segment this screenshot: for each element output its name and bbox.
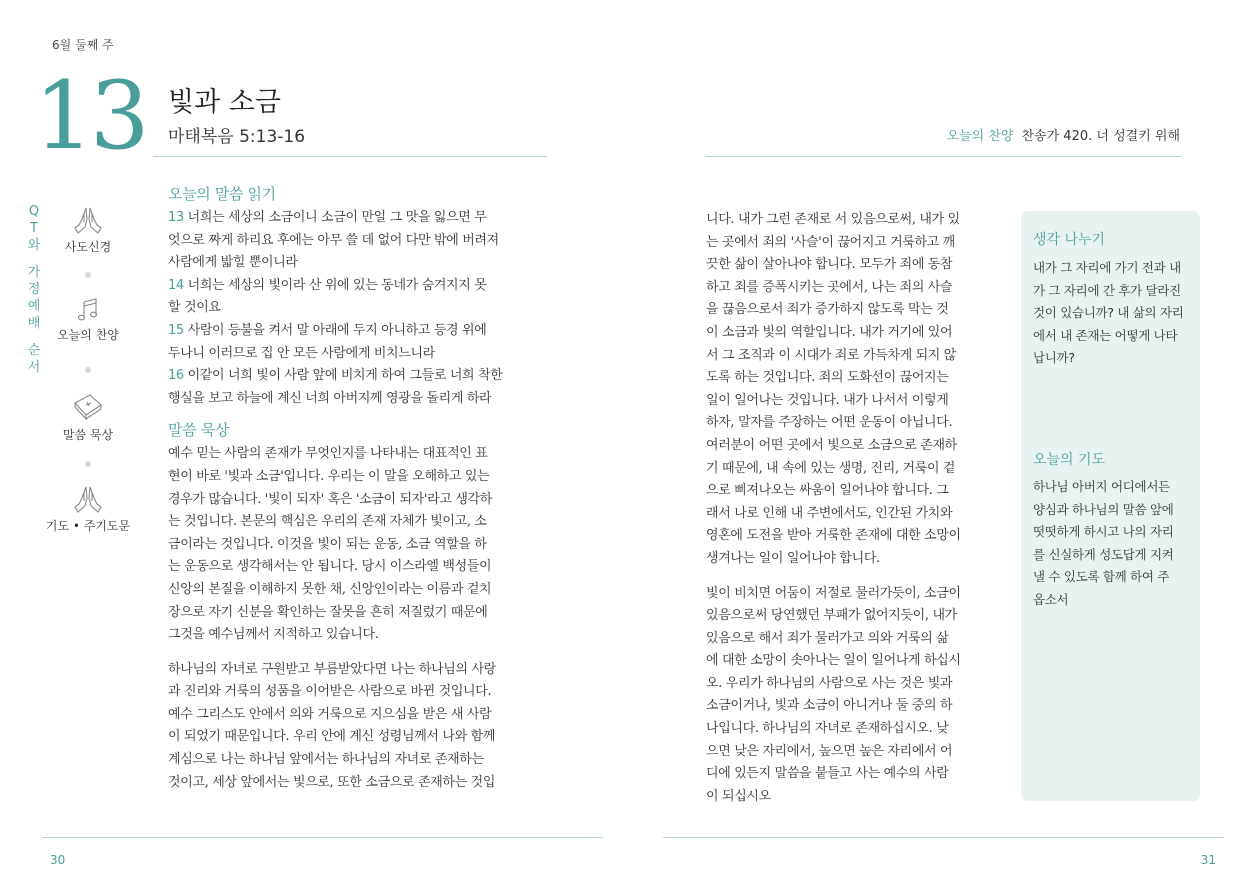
scripture-line	[168, 275, 548, 298]
meditation-line: 생겨나는 일이 일어나야 합니다.	[706, 550, 880, 566]
share-line: 내가 그 자리에 가기 전과 내	[1033, 260, 1181, 275]
meditation-line: 여러분이 어떤 곳에서 빛으로 소금으로 존재하	[706, 437, 957, 453]
meditation-line: 기 때문에, 내 속에 있는 생명, 진리, 거룩이 겉	[706, 460, 956, 476]
nav-today-hymn[interactable]	[33, 297, 143, 343]
header-divider-right	[706, 156, 1181, 157]
vertical-label-char: 서	[27, 360, 41, 375]
verse-number: 16	[168, 368, 184, 384]
header-divider-left	[153, 156, 547, 157]
meditation-line: 현이 바로 '빛과 소금'입니다. 우리는 이 말을 오해하고 있는	[168, 468, 490, 484]
share-line: 것이 있습니까? 내 삶의 자리	[1033, 305, 1184, 320]
meditation-line: 것이고, 세상 앞에서는 빛으로, 또한 소금으로 존재하는 것입	[168, 774, 496, 790]
nav-separator-dot	[85, 367, 91, 373]
meditation-paragraph-4	[706, 583, 996, 809]
nav-separator-dot	[85, 461, 91, 467]
meditation-line: 하나님의 자녀로 구원받고 부름받았다면 나는 하나님의 사랑	[168, 661, 496, 677]
today-hymn	[947, 125, 1180, 144]
nav-label: 오늘의 찬양	[57, 328, 119, 342]
scripture-line	[168, 252, 548, 275]
meditation-line: 끗한 삶이 살아나야 합니다. 모두가 죄에 동참	[706, 257, 953, 273]
meditation-heading: 말씀 묵상	[168, 421, 229, 440]
share-heading: 생각 나누기	[1033, 232, 1106, 248]
meditation-line: 이 소금과 빛의 역할입니다. 내가 거기에 있어	[706, 324, 953, 340]
meditation-line: 금이라는 것입니다. 이것을 빛이 되는 운동, 소금 역할을 하	[168, 536, 487, 552]
prayer-line: 떳떳하게 하시고 나의 자리	[1033, 524, 1174, 539]
footer-divider-left	[42, 837, 603, 838]
meditation-paragraph-1	[168, 443, 548, 646]
meditation-line: 영혼에 도전을 받아 거룩한 존재에 대한 소망이	[706, 528, 961, 544]
prayer-line: 하나님 아버지 어디에서든	[1033, 479, 1170, 494]
share-line: 가 그 자리에 간 후가 달라진	[1033, 282, 1181, 298]
music-note-icon	[74, 297, 102, 323]
verse-text: 너희는 세상의 빛이라 산 위에 있는 동네가 숨겨지지 못	[183, 277, 487, 293]
vertical-label-char: 배	[27, 316, 41, 331]
nav-label: 사도신경	[64, 240, 112, 254]
meditation-line: 예수 그리스도 안에서 의와 거룩으로 지으심을 받은 새 사람	[168, 706, 492, 722]
prayer-line: 옵소서	[1033, 591, 1069, 607]
vertical-label-char: 정	[27, 282, 41, 297]
meditation-line: 계심으로 나는 하나님 앞에서는 하나님의 자녀로 존재하는	[168, 752, 484, 768]
meditation-line: 으면 낮은 자리에서, 높으면 높은 자리에서 어	[706, 743, 953, 759]
meditation-line: 과 진리와 거룩의 성품을 이어받은 사람으로 바뀐 것입니다.	[168, 684, 492, 700]
nav-word-meditation[interactable]	[33, 391, 143, 443]
nav-separator-dot	[85, 272, 91, 278]
scripture-line	[168, 320, 548, 343]
scripture-line	[168, 365, 548, 388]
footer-divider-right	[663, 837, 1224, 838]
verse-number: 13	[168, 210, 184, 225]
praying-hands-icon	[71, 205, 105, 235]
verse-number: 15	[168, 322, 184, 338]
meditation-line: 서 그 조직과 이 시대가 죄로 가득차게 되지 않	[706, 347, 957, 363]
meditation-line: 래서 나로 인해 내 주변에서도, 인간된 가치와	[706, 505, 953, 521]
meditation-line: 하고 죄를 증폭시키는 곳에서, 나는 죄의 사슬	[706, 279, 953, 295]
week-label: 6월 둘째 주	[52, 38, 114, 52]
prayer-heading: 오늘의 기도	[1033, 452, 1106, 468]
meditation-line: 에 대한 소망이 솟아나는 일이 일어나게 하십시	[706, 653, 961, 669]
prayer-text	[1033, 476, 1174, 611]
meditation-line: 는 곳에서 죄의 '사슬'이 끊어지고 거룩하고 깨	[706, 234, 955, 250]
meditation-line: 도록 하는 것입니다. 죄의 도화선이 끊어지는	[706, 370, 949, 386]
verse-text: 사람에게 밟힐 뿐이니라	[168, 255, 298, 271]
vertical-label-char: 와	[27, 238, 41, 253]
left-column	[168, 183, 548, 794]
meditation-line: 경우가 많습니다. '빛이 되자' 혹은 '소금이 되자'라고 생각하	[168, 491, 492, 507]
right-column	[706, 209, 996, 808]
meditation-line: 을 끊음으로서 죄가 증가하지 않도록 막는 것	[706, 302, 949, 318]
scripture-line	[168, 388, 548, 411]
nav-label: 말씀 묵상	[62, 428, 114, 442]
meditation-line: 장으로 자기 신분을 확인하는 잘못을 흔히 저질렀기 때문에	[168, 604, 488, 620]
prayer-line: 양심과 하나님의 말씀 앞에	[1033, 501, 1174, 517]
verse-text: 사람이 등불을 켜서 말 아래에 두지 아니하고 등경 위에	[183, 322, 487, 338]
verse-text: 행실을 보고 하늘에 계신 너희 아버지께 영광을 돌리게 하라	[168, 390, 492, 406]
verse-text: 할 것이요	[168, 300, 221, 316]
reading-heading: 오늘의 말씀 읽기	[168, 185, 276, 203]
meditation-line: 으로 삐져나오는 싸움이 일어나야 합니다. 그	[706, 483, 949, 499]
meditation-line: 나입니다. 하나님의 자녀로 존재하십시오. 낮	[706, 721, 949, 737]
scripture-passage	[168, 207, 548, 410]
scripture-line	[168, 230, 548, 253]
meditation-paragraph-2	[168, 659, 548, 795]
verse-text: 너희는 세상의 소금이니 소금이 만일 그 맛을 잃으면 무	[183, 210, 487, 225]
verse-text: 엇으로 짜게 하리요 후에는 아무 쓸 데 없어 다만 밖에 버려져	[168, 232, 499, 248]
verse-text: 이같이 너희 빛이 사람 앞에 비치게 하여 그들로 너희 착한	[183, 368, 503, 384]
share-line: 에서 내 존재는 어떻게 나타	[1033, 327, 1178, 343]
hymn-label: 오늘의 찬양	[946, 129, 1014, 144]
meditation-line: 예수 믿는 사람의 존재가 무엇인지를 나타내는 대표적인 표	[168, 446, 488, 462]
meditation-line: 있음으로 해서 죄가 물러가고 의와 거룩의 삶	[706, 630, 949, 646]
meditation-line: 빛이 비치면 어둠이 저절로 물러가듯이, 소금이	[706, 585, 961, 601]
share-question	[1033, 257, 1184, 370]
reflection-box	[1021, 211, 1200, 801]
meditation-line: 이 되십시오	[706, 788, 771, 804]
nav-apostles-creed[interactable]	[33, 205, 143, 255]
prayer-line: 낼 수 있도록 함께 하여 주	[1033, 569, 1170, 584]
meditation-line: 디에 있든지 말씀을 붙들고 사는 예수의 사람	[706, 766, 949, 782]
verse-text: 두나니 이러므로 집 안 모든 사람에게 비치느니라	[168, 345, 435, 361]
meditation-line: 있음으로써 당연했던 부패가 없어지듯이, 내가	[706, 608, 957, 624]
prayer-line: 를 신실하게 성도답게 지켜	[1033, 546, 1174, 562]
meditation-line: 신앙의 본질을 이해하지 못한 채, 신앙인이라는 이름과 겉치	[168, 581, 492, 597]
page-title: 빛과 소금	[168, 87, 281, 118]
vertical-label-gap	[27, 254, 41, 264]
meditation-line: 소금이거나, 빛과 소금이 아니거나 둘 중의 하	[706, 698, 953, 714]
scripture-line	[168, 297, 548, 320]
scripture-reference: 마태복음 5:13-16	[168, 127, 306, 147]
verse-number: 14	[168, 277, 184, 293]
meditation-paragraph-3	[706, 209, 996, 571]
page-number-right: 31	[1200, 853, 1216, 867]
page-number-left: 30	[50, 853, 66, 867]
meditation-line: 오. 우리가 하나님의 사람으로 사는 것은 빛과	[706, 675, 953, 691]
meditation-line: 그것을 예수님께서 지적하고 있습니다.	[168, 627, 379, 643]
day-number: 13	[34, 62, 146, 171]
meditation-line: 일이 일어나는 것입니다. 내가 나서서 이렇게	[706, 392, 949, 408]
scripture-line	[168, 343, 548, 366]
hymn-text: 찬송가 420. 너 성결키 위해	[1021, 129, 1180, 144]
vertical-label-char: 순	[27, 343, 41, 358]
meditation-line: 는 것입니다. 본문의 핵심은 우리의 존재 자체가 빛이고, 소	[168, 514, 487, 530]
meditation-line: 니다. 내가 그런 존재로 서 있음으로써, 내가 있	[706, 212, 960, 227]
meditation-line: 는 운동으로 생각해서는 안 됩니다. 당시 이스라엘 백성들이	[168, 559, 492, 575]
share-line: 납니까?	[1033, 350, 1075, 365]
nav-label: 기도 • 주기도문	[45, 519, 131, 533]
vertical-label-char: 가	[27, 265, 41, 280]
scripture-line	[168, 207, 548, 230]
nav-prayer-lords-prayer[interactable]	[33, 484, 143, 534]
bible-icon	[72, 391, 104, 423]
vertical-label-char: T	[30, 221, 38, 236]
meditation-line: 하자, 말자를 주장하는 어떤 운동이 아닙니다.	[706, 415, 953, 431]
praying-hands-icon	[71, 484, 105, 514]
meditation-line: 이 되었기 때문입니다. 우리 안에 계신 성령님께서 나와 함께	[168, 729, 496, 745]
vertical-label-char: 예	[27, 299, 41, 314]
vertical-label-char: Q	[28, 204, 40, 219]
